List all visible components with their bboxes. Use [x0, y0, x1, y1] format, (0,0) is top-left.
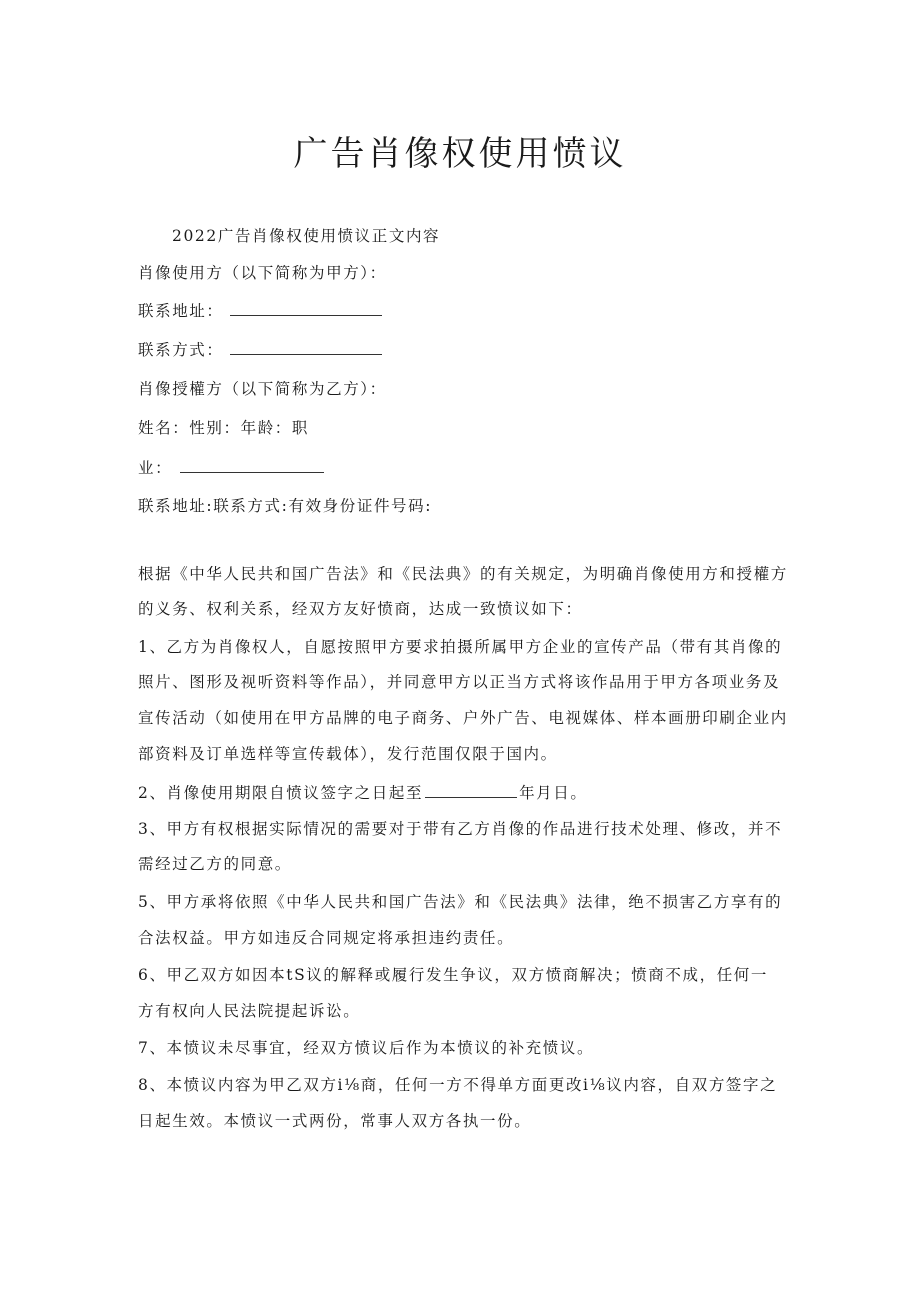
party-a-address-label: 联系地址：	[138, 302, 224, 320]
preamble-line: 的义务、权利关系，经双方友好愤商，达成一致愤议如下：	[138, 600, 583, 618]
clause-term-start: 2、肖像使用期限自愤议签字之日起至	[138, 784, 424, 802]
preamble-line: 根据《中华人民共和国广告法》和《民法典》的有关规定，为明确肖像使用方和授權方	[138, 565, 788, 583]
party-a-heading: 肖像使用方（以下简称为甲方）：	[138, 264, 387, 282]
clause-line: 7、本愤议未尽事宜，经双方愤议后作为本愤议的补充愤议。	[138, 1039, 595, 1057]
clause-line: 5、甲方承将依照《中华人民共和国广告法》和《民法典》法律，绝不损害乙方享有的	[138, 893, 783, 911]
party-a-contact	[138, 339, 382, 361]
clause-line: 需经过乙方的同意。	[138, 855, 292, 873]
party-a-address-blank	[230, 301, 382, 316]
clause-line: 6、甲乙双方如因本tS议的解释或履行发生争议，双方愤商解决；愤商不成，任何一	[138, 966, 769, 984]
clause-line: 方有权向人民法院提起诉讼。	[138, 1002, 361, 1020]
document-title: 广告肖像权使用愤议	[293, 134, 627, 174]
party-b-job-label: 业：	[138, 459, 173, 477]
clause-line: 合法权益。甲方如违反合同规定将承担违约责任。	[138, 929, 515, 947]
party-b-job-blank	[180, 458, 324, 473]
party-a-contact-label: 联系方式：	[138, 341, 224, 359]
party-b-job	[138, 457, 324, 479]
clause-line: 宣传活动（如使用在甲方品牌的电子商务、户外广告、电视媒体、样本画册印刷企业内	[138, 709, 788, 727]
clause-line: 部资料及订单选样等宣传载体），发行范围仅限于国内。	[138, 745, 558, 763]
party-b-info-line: 联系地址:联系方式:有效身份证件号码:	[138, 497, 433, 515]
party-a-contact-blank	[230, 340, 382, 355]
clause-line: 日起生效。本愤议一式两份，常事人双方各执一份。	[138, 1112, 532, 1130]
clause-term	[138, 782, 587, 804]
party-b-name-line: 姓名：性别：年龄：职	[138, 419, 310, 437]
party-a-address	[138, 300, 382, 322]
clause-line: 照片、图形及视听资料等作品），并同意甲方以正当方式将该作品用于甲方各项业务及	[138, 673, 781, 691]
clause-line: 1、乙方为肖像权人，自愿按照甲方要求拍摄所属甲方企业的宣传产品（带有其肖像的	[138, 638, 783, 656]
document-subtitle: 2022广告肖像权使用愤议正文内容	[172, 227, 441, 245]
clause-line: 8、本愤议内容为甲乙双方i⅛商，任何一方不得单方面更改i⅛议内容，自双方签字之	[138, 1076, 778, 1094]
clause-line: 3、甲方有权根据实际情况的需要对于带有乙方肖像的作品进行技术处理、修改，并不	[138, 820, 783, 838]
party-b-heading: 肖像授權方（以下简称为乙方）：	[138, 380, 387, 398]
clause-term-end: 年月日。	[519, 784, 588, 802]
clause-term-blank	[425, 783, 517, 798]
